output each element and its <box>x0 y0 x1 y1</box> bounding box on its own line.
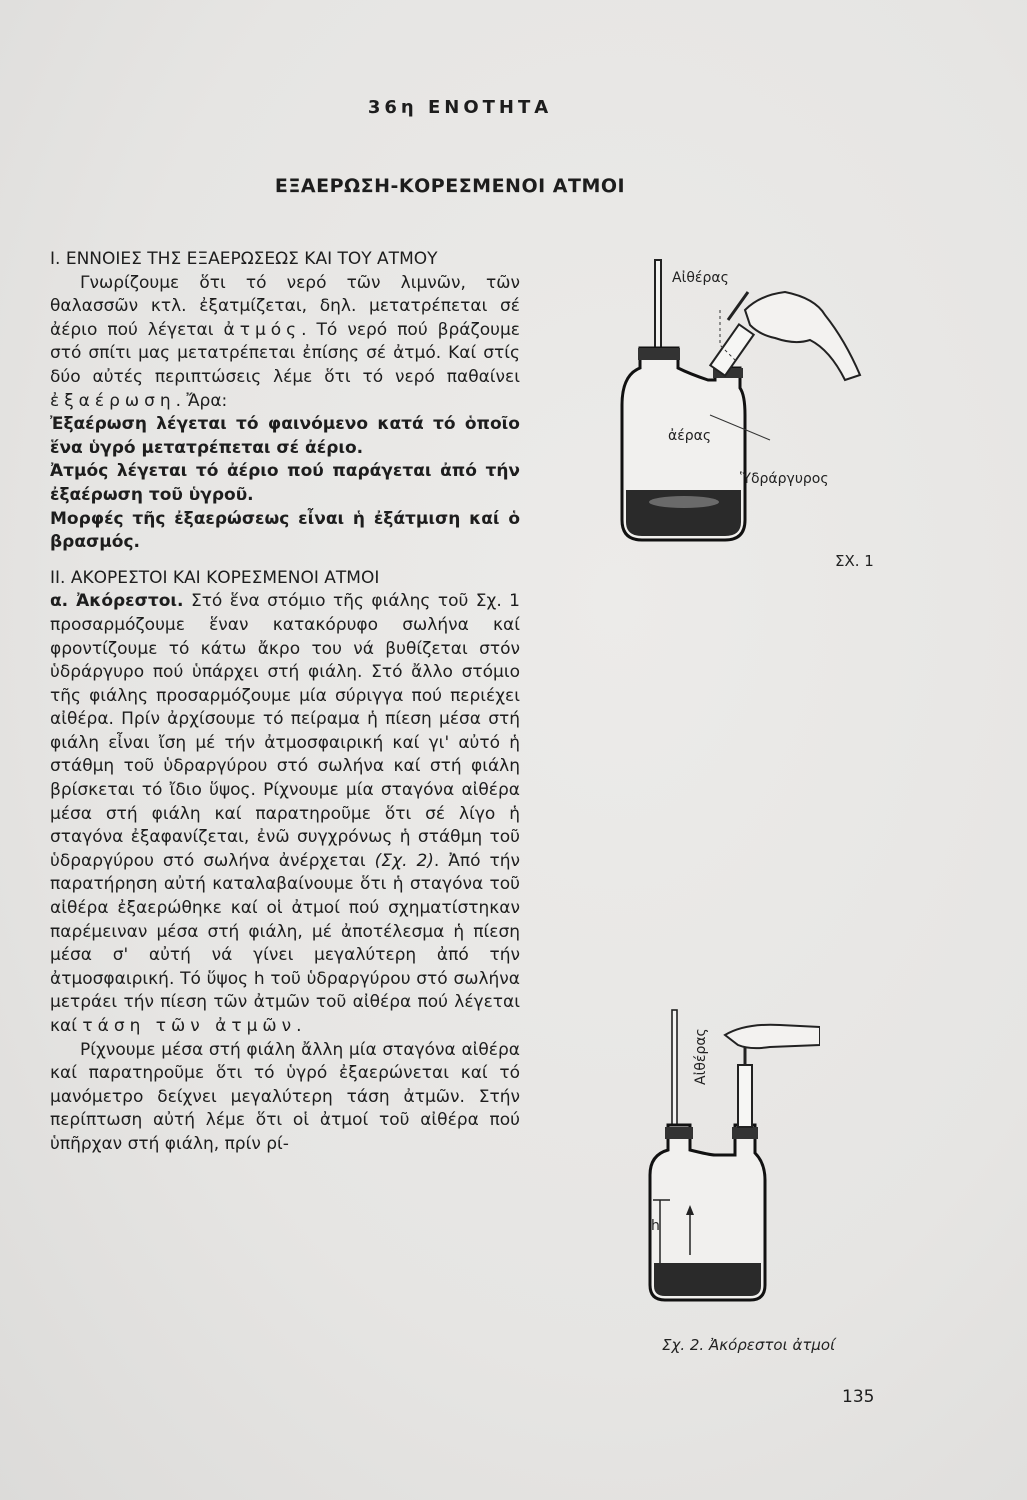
subsection-label: α. Ἀκόρεστοι. <box>50 591 184 612</box>
section-1-heading: Ι. ΕΝΝΟΙΕΣ ΤΗΣ ΕΞΑΕΡΩΣΕΩΣ ΚΑΙ ΤΟΥ ΑΤΜΟΥ <box>50 249 438 269</box>
term-vapour-pressure: τάση τῶν ἀτμῶν <box>82 1016 297 1036</box>
figure-ref: (Σχ. 2) <box>374 850 434 871</box>
section-2-paragraph-1: α. Ἀκόρεστοι. Στό ἕνα στόμιο τῆς φιάλης τοῦ Σχ. 1 προσαρμόζουμε ἕναν κατακόρυφο σωλήνα καί φροντίζουμε τό κάτω ἄκρο του νά βυθίζεται στόν ὑδράργυρο πού ὑπάρχει στή φιάλη. Στό ἄλλο στόμιο τῆς φιάλης προσαρμόζουμε μία σύριγγα πού περιέχει αἰθέρα. Πρίν ἀρχίσουμε τό πείραμα ἡ πίεση μέσα στή φιάλη εἶναι ἴση μέ τήν ἀτμοσφαιρική καί γι' αὐτό ἡ στάθμη τοῦ ὑδραργύρου στό σωλήνα καί στή φιάλη βρίσκεται τό ἴδιο ὕψος. Ρίχνουμε μία σταγόνα αἰθέρα μέσα στή φιάλη καί παρατηροῦμε ὅτι σέ λίγο ἡ σταγόνα ἐξαφανίζεται, ἐνῶ συγχρόνως ἡ στάθμη τοῦ ὑδραργύρου στό σωλήνα ἀνέρχεται (Σχ. 2). Ἀπό τήν παρατήρηση αὐτή καταλαβαίνουμε ὅτι ἡ σταγόνα τοῦ αἰθέρα ἐξαερώθηκε καί οἱ ἀτμοί πού σχηματίστηκαν παρέμειναν μέσα στή φιάλη, μέ ἀποτέλεσμα ἡ πίεση μέσα σ' αὐτή νά γίνει μεγαλύτερη ἀπό τήν ἀτμοσφαιρική. Τό ὕψος h τοῦ ὑδραργύρου στό σωλήνα μετράει τήν πίεση τῶν ἀτμῶν τοῦ αἰθέρα πού λέγεται καί τάση τῶν ἀτμῶν. <box>50 591 520 1036</box>
hand <box>725 1025 820 1048</box>
page-title: ΕΞΑΕΡΩΣΗ-ΚΟΡΕΣΜΕΝΟΙ ΑΤΜΟΙ <box>274 175 626 197</box>
main-text-column <box>50 248 520 1157</box>
figure-2-caption: Σχ. 2. Ἀκόρεστοι ἀτμοί <box>662 1336 836 1354</box>
section-1-paragraph: Γνωρίζουμε ὅτι τό νερό τῶν λιμνῶν, τῶν θαλασσῶν κτλ. ἐξατμίζεται, δηλ. μετατρέπεται σέ ἀέριο πού λέγεται ἀτμός. Τό νερό πού βράζουμε στό σπίτι μας μετατρέπεται ἐπίσης σέ ἀτμό. Καί στίς δύο αὐτές περιπτώσεις λέμε ὅτι τό νερό παθαίνει ἐξαέρωση. Ἄρα: <box>50 272 520 411</box>
term-exaerosi: ἐξαέρωση <box>50 390 176 411</box>
fig1-label-ether: Αἰθέρας <box>672 270 729 286</box>
fig1-label-air: ἀέρας <box>668 428 712 444</box>
definition-forms: Μορφές τῆς ἐξαερώσεως εἶναι ἡ ἐξάτμιση καί ὁ βρασμός. <box>50 508 520 553</box>
figure-2-illustration <box>620 1005 820 1325</box>
hand <box>745 292 860 380</box>
section-2-heading: ΙΙ. ΑΚΟΡΕΣΤΟΙ ΚΑΙ ΚΟΡΕΣΜΕΝΟΙ ΑΤΜΟΙ <box>50 567 380 588</box>
fig1-label-mercury: Ὑδράργυρος <box>740 471 829 487</box>
definition-evaporation: Ἐξαέρωση λέγεται τό φαινόμενο κατά τό ὁποῖο ἕνα ὑγρό μετατρέπεται σέ ἀέριο. <box>50 414 520 458</box>
section-2-paragraph-2: Ρίχνουμε μέσα στή φιάλη ἄλλη μία σταγόνα αἰθέρα καί παρατηροῦμε ὅτι τό ὑγρό ἐξαερώνεται καί τό μανόμετρο δείχνει μεγαλύτερη τάση ἀτμῶν. Στήν περίπτωση αὐτή λέμε ὅτι οἱ ἀτμοί τοῦ αἰθέρα πού ὑπῆρχαν στή φιάλη, πρίν ρί- <box>50 1039 520 1154</box>
mercury-pool <box>654 1263 761 1296</box>
stopper-left <box>638 348 680 360</box>
fig2-label-h: h <box>651 1218 660 1234</box>
chapter-heading: 36η ΕΝΟΤΗΤΑ <box>367 97 553 118</box>
definition-vapour: Ἀτμός λέγεται τό ἀέριο πού παράγεται ἀπό τήν ἐξαέρωση τοῦ ὑγροῦ. <box>50 461 520 505</box>
syringe <box>738 1065 752 1127</box>
figure-1-illustration <box>560 240 900 580</box>
figure-1-caption: ΣΧ. 1 <box>835 552 874 570</box>
fig2-label-ether: Αἰθέρας <box>693 1028 709 1085</box>
term-atmos: ἀτμός <box>223 319 302 340</box>
page-number: 135 <box>842 1387 875 1407</box>
